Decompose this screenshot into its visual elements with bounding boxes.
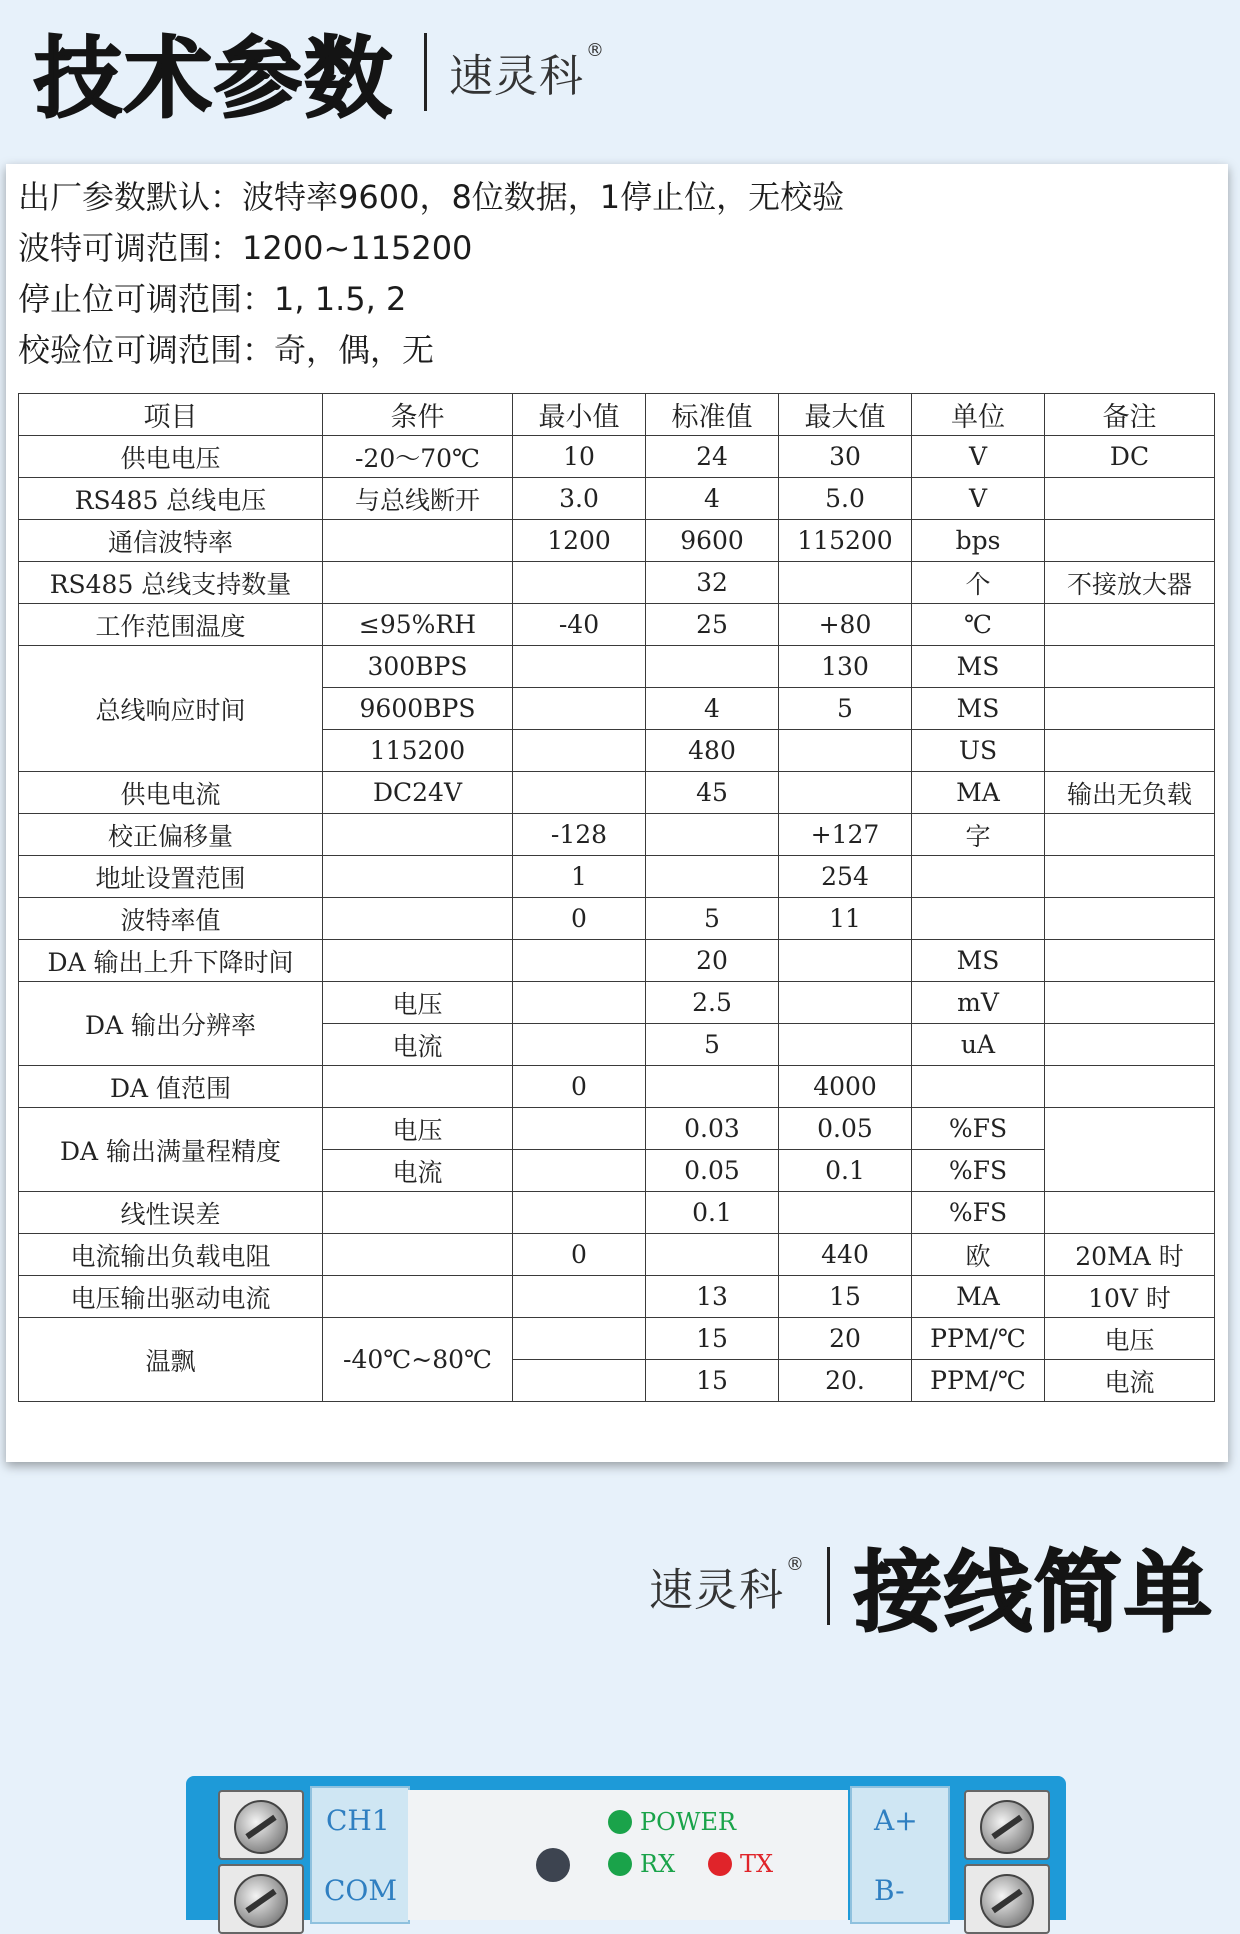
table-row — [19, 520, 1215, 562]
cell-max: 20 — [779, 1318, 912, 1360]
cell-min — [513, 1150, 646, 1192]
header-divider — [424, 33, 427, 111]
brand-name — [649, 1554, 805, 1618]
cell-max — [779, 940, 912, 982]
terminal-label: COM — [324, 1874, 398, 1907]
adjust-knob — [536, 1848, 570, 1882]
cell-typ: 9600 — [646, 520, 779, 562]
cell-min — [513, 982, 646, 1024]
table-row — [19, 898, 1215, 940]
cell-typ: 4 — [646, 688, 779, 730]
cell-condition: ≤95%RH — [323, 604, 513, 646]
cell-min — [513, 688, 646, 730]
cell-item: 供电电流 — [19, 772, 323, 814]
cell-condition — [323, 1066, 513, 1108]
left-label-panel — [310, 1786, 410, 1924]
cell-unit: PPM/℃ — [912, 1318, 1045, 1360]
cell-note: 不接放大器 — [1045, 562, 1215, 604]
cell-unit: PPM/℃ — [912, 1360, 1045, 1402]
param-line: 波特可调范围：1200~115200 — [18, 229, 473, 267]
column-header: 单位 — [912, 394, 1045, 436]
cell-min: 10 — [513, 436, 646, 478]
cell-condition: 与总线断开 — [323, 478, 513, 520]
cell-typ: 0.1 — [646, 1192, 779, 1234]
cell-unit: MA — [912, 772, 1045, 814]
cell-unit: MS — [912, 646, 1045, 688]
cell-item: 电压输出驱动电流 — [19, 1276, 323, 1318]
table-row — [19, 562, 1215, 604]
cell-item: DA 输出上升下降时间 — [19, 940, 323, 982]
device-front-panel — [408, 1790, 848, 1920]
cell-min — [513, 646, 646, 688]
cell-condition — [323, 1192, 513, 1234]
cell-max — [779, 982, 912, 1024]
cell-typ: 0.05 — [646, 1150, 779, 1192]
cell-condition — [323, 940, 513, 982]
cell-note: 20MA 时 — [1045, 1234, 1215, 1276]
cell-unit: MS — [912, 940, 1045, 982]
brand-text: 速灵科 — [648, 1565, 784, 1616]
cell-min: 0 — [513, 1066, 646, 1108]
cell-condition: 电压 — [323, 1108, 513, 1150]
table-row — [19, 1318, 1215, 1360]
cell-unit: %FS — [912, 1192, 1045, 1234]
cell-typ: 5 — [646, 1024, 779, 1066]
cell-note — [1045, 646, 1215, 688]
table-row — [19, 940, 1215, 982]
cell-condition: -20～70℃ — [323, 436, 513, 478]
cell-item: 校正偏移量 — [19, 814, 323, 856]
cell-typ — [646, 814, 779, 856]
cell-condition: 9600BPS — [323, 688, 513, 730]
cell-typ: 0.03 — [646, 1108, 779, 1150]
cell-condition: 电压 — [323, 982, 513, 1024]
led-label: RX — [640, 1850, 676, 1878]
cell-max: 440 — [779, 1234, 912, 1276]
cell-max: 0.1 — [779, 1150, 912, 1192]
cell-item: 总线响应时间 — [19, 646, 323, 772]
cell-typ: 15 — [646, 1318, 779, 1360]
led-label: POWER — [640, 1808, 737, 1836]
led-indicator — [708, 1850, 773, 1878]
terminal-label: CH1 — [326, 1804, 390, 1837]
cell-max — [779, 730, 912, 772]
cell-note — [1045, 478, 1215, 520]
table-row — [19, 1234, 1215, 1276]
terminal-block — [964, 1790, 1050, 1860]
cell-condition: 300BPS — [323, 646, 513, 688]
cell-min: 1 — [513, 856, 646, 898]
brand-text: 速灵科 — [449, 51, 585, 102]
cell-min — [513, 730, 646, 772]
cell-unit — [912, 856, 1045, 898]
cell-item: 供电电压 — [19, 436, 323, 478]
column-header: 项目 — [19, 394, 323, 436]
cell-item: RS485 总线电压 — [19, 478, 323, 520]
cell-max: 130 — [779, 646, 912, 688]
cell-unit: V — [912, 436, 1045, 478]
cell-item: RS485 总线支持数量 — [19, 562, 323, 604]
table-row — [19, 646, 1215, 688]
cell-note — [1045, 1192, 1215, 1234]
cell-typ: 20 — [646, 940, 779, 982]
cell-condition — [323, 562, 513, 604]
screw-icon — [234, 1800, 288, 1854]
column-header: 备注 — [1045, 394, 1215, 436]
cell-item: DA 输出分辨率 — [19, 982, 323, 1066]
column-header: 标准值 — [646, 394, 779, 436]
registered-mark: ® — [785, 1554, 805, 1575]
cell-note — [1045, 1024, 1215, 1066]
cell-unit — [912, 898, 1045, 940]
cell-typ — [646, 646, 779, 688]
cell-max — [779, 1192, 912, 1234]
cell-typ: 15 — [646, 1360, 779, 1402]
cell-min: -128 — [513, 814, 646, 856]
cell-condition: 电流 — [323, 1024, 513, 1066]
cell-max: 20. — [779, 1360, 912, 1402]
led-indicator — [608, 1850, 675, 1878]
cell-note — [1045, 604, 1215, 646]
cell-min — [513, 1276, 646, 1318]
cell-max: 15 — [779, 1276, 912, 1318]
cell-unit: 欧 — [912, 1234, 1045, 1276]
cell-note — [1045, 688, 1215, 730]
cell-min — [513, 1108, 646, 1150]
cell-condition — [323, 814, 513, 856]
cell-note — [1045, 730, 1215, 772]
cell-condition — [323, 520, 513, 562]
cell-item: 线性误差 — [19, 1192, 323, 1234]
column-header: 条件 — [323, 394, 513, 436]
spec-card — [6, 164, 1228, 1462]
cell-note — [1045, 1066, 1215, 1108]
cell-typ: 480 — [646, 730, 779, 772]
cell-item: 工作范围温度 — [19, 604, 323, 646]
spec-table — [18, 393, 1215, 1402]
table-row — [19, 436, 1215, 478]
cell-unit — [912, 1066, 1045, 1108]
cell-unit: MA — [912, 1276, 1045, 1318]
cell-typ — [646, 1234, 779, 1276]
cell-item: 通信波特率 — [19, 520, 323, 562]
cell-min — [513, 1192, 646, 1234]
cell-note: 输出无负载 — [1045, 772, 1215, 814]
cell-unit: 字 — [912, 814, 1045, 856]
device-photo — [186, 1776, 1066, 1920]
cell-max — [779, 1024, 912, 1066]
cell-typ — [646, 856, 779, 898]
cell-note — [1045, 898, 1215, 940]
table-row — [19, 604, 1215, 646]
cell-unit: 个 — [912, 562, 1045, 604]
brand-name — [449, 40, 605, 104]
cell-typ: 24 — [646, 436, 779, 478]
cell-note — [1045, 856, 1215, 898]
cell-item: 电流输出负载电阻 — [19, 1234, 323, 1276]
section-title-wiring: 接线简单 — [853, 1541, 1214, 1644]
cell-note — [1045, 814, 1215, 856]
led-indicator — [608, 1808, 736, 1836]
cell-condition — [323, 1234, 513, 1276]
cell-note — [1045, 982, 1215, 1024]
cell-unit: %FS — [912, 1108, 1045, 1150]
cell-note: DC — [1045, 436, 1215, 478]
section-title-specs: 技术参数 — [34, 27, 395, 130]
column-header: 最小值 — [513, 394, 646, 436]
cell-condition: -40℃~80℃ — [323, 1318, 513, 1402]
terminal-label: A+ — [874, 1804, 918, 1837]
cell-item: DA 输出满量程精度 — [19, 1108, 323, 1192]
cell-typ: 13 — [646, 1276, 779, 1318]
cell-condition — [323, 1276, 513, 1318]
table-row — [19, 1066, 1215, 1108]
cell-unit: %FS — [912, 1150, 1045, 1192]
header-divider — [827, 1547, 830, 1625]
section-header-wiring — [648, 1540, 1214, 1644]
right-label-panel — [850, 1786, 950, 1924]
cell-max: 30 — [779, 436, 912, 478]
terminal-block — [218, 1790, 304, 1860]
cell-condition: 电流 — [323, 1150, 513, 1192]
cell-max: +127 — [779, 814, 912, 856]
cell-unit: mV — [912, 982, 1045, 1024]
registered-mark: ® — [586, 40, 606, 61]
cell-typ: 4 — [646, 478, 779, 520]
cell-note: 电流 — [1045, 1360, 1215, 1402]
column-header: 最大值 — [779, 394, 912, 436]
cell-item: 波特率值 — [19, 898, 323, 940]
cell-item: DA 值范围 — [19, 1066, 323, 1108]
cell-max: 0.05 — [779, 1108, 912, 1150]
cell-max: 11 — [779, 898, 912, 940]
cell-typ: 2.5 — [646, 982, 779, 1024]
cell-min — [513, 1360, 646, 1402]
cell-note — [1045, 940, 1215, 982]
cell-max: 4000 — [779, 1066, 912, 1108]
cell-min: 3.0 — [513, 478, 646, 520]
cell-unit: US — [912, 730, 1045, 772]
cell-condition: DC24V — [323, 772, 513, 814]
cell-note — [1045, 520, 1215, 562]
cell-max: +80 — [779, 604, 912, 646]
table-row — [19, 814, 1215, 856]
terminal-block — [964, 1864, 1050, 1934]
led-power-icon — [608, 1810, 632, 1834]
cell-typ: 25 — [646, 604, 779, 646]
cell-unit: V — [912, 478, 1045, 520]
cell-condition: 115200 — [323, 730, 513, 772]
param-line: 停止位可调范围：1, 1.5, 2 — [18, 280, 407, 318]
table-row — [19, 1192, 1215, 1234]
terminal-label: B- — [874, 1874, 905, 1907]
led-label: TX — [740, 1850, 774, 1878]
table-row — [19, 478, 1215, 520]
cell-condition — [323, 856, 513, 898]
cell-note — [1045, 1108, 1215, 1192]
screw-icon — [980, 1800, 1034, 1854]
default-params — [18, 172, 844, 376]
led-rx-icon — [608, 1852, 632, 1876]
cell-min — [513, 1024, 646, 1066]
table-header-row — [19, 394, 1215, 436]
table-row — [19, 856, 1215, 898]
cell-min: 0 — [513, 1234, 646, 1276]
cell-min: 1200 — [513, 520, 646, 562]
cell-typ — [646, 1066, 779, 1108]
cell-condition — [323, 898, 513, 940]
cell-unit: bps — [912, 520, 1045, 562]
param-line: 出厂参数默认：波特率9600，8位数据，1停止位，无校验 — [18, 178, 845, 216]
section-header-specs — [34, 22, 606, 130]
cell-min — [513, 772, 646, 814]
cell-min: 0 — [513, 898, 646, 940]
cell-unit: uA — [912, 1024, 1045, 1066]
cell-note: 10V 时 — [1045, 1276, 1215, 1318]
table-row — [19, 982, 1215, 1024]
cell-max: 5 — [779, 688, 912, 730]
cell-typ: 45 — [646, 772, 779, 814]
cell-unit: MS — [912, 688, 1045, 730]
param-line: 校验位可调范围：奇，偶，无 — [18, 331, 435, 369]
cell-typ: 32 — [646, 562, 779, 604]
cell-typ: 5 — [646, 898, 779, 940]
cell-max — [779, 562, 912, 604]
cell-note: 电压 — [1045, 1318, 1215, 1360]
cell-min — [513, 1318, 646, 1360]
cell-min: -40 — [513, 604, 646, 646]
table-row — [19, 772, 1215, 814]
cell-item: 温飘 — [19, 1318, 323, 1402]
table-row — [19, 1108, 1215, 1150]
cell-min — [513, 562, 646, 604]
cell-max — [779, 772, 912, 814]
cell-item: 地址设置范围 — [19, 856, 323, 898]
cell-max: 5.0 — [779, 478, 912, 520]
terminal-block — [218, 1864, 304, 1934]
led-tx-icon — [708, 1852, 732, 1876]
table-row — [19, 1276, 1215, 1318]
cell-min — [513, 940, 646, 982]
cell-max: 115200 — [779, 520, 912, 562]
cell-unit: ℃ — [912, 604, 1045, 646]
cell-max: 254 — [779, 856, 912, 898]
